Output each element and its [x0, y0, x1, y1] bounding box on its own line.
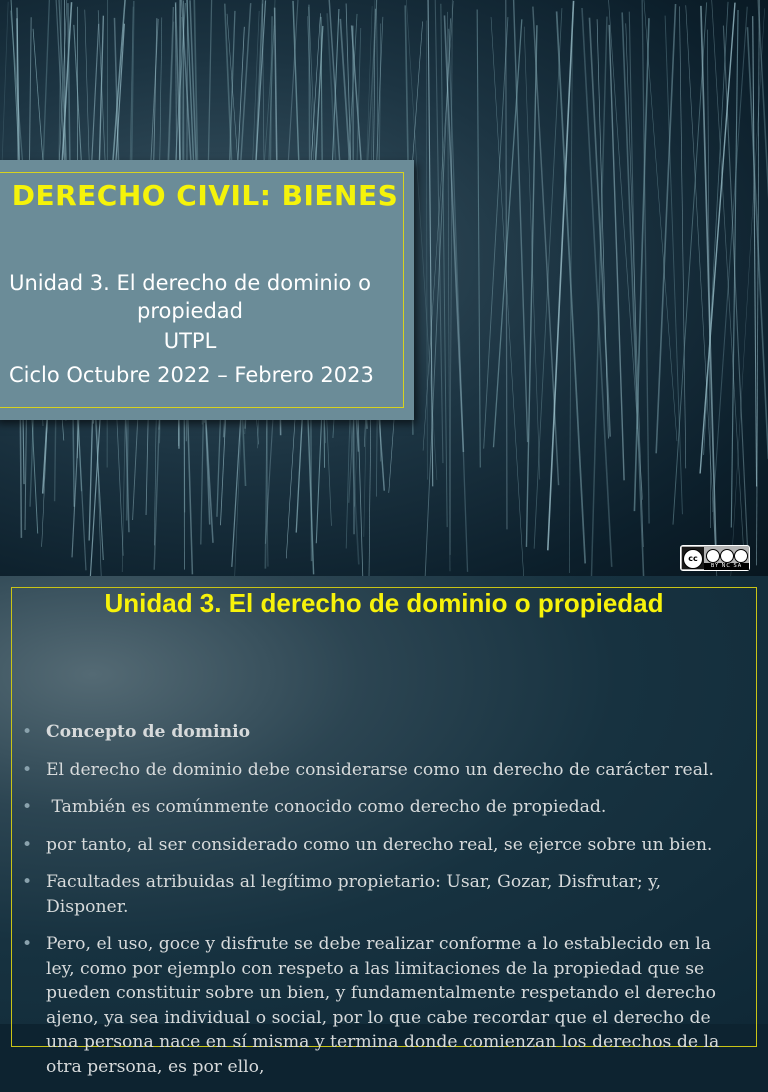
creative-commons-license-badge[interactable]: [680, 545, 750, 571]
bullet-item: [20, 795, 720, 820]
background-streak-line: [582, 8, 612, 567]
title-box: [0, 160, 414, 420]
bullet-dot-icon: •: [22, 758, 32, 783]
background-streak-line: [700, 3, 735, 474]
background-streak-line: [533, 7, 559, 486]
bullet-item: [20, 758, 720, 783]
background-streak-line: [506, 0, 507, 529]
background-streak-line: [426, 21, 427, 480]
background-streak-line: [589, 18, 610, 437]
bullet-item: [20, 720, 720, 745]
bullet-item: [20, 833, 720, 858]
background-streak-line: [423, 1, 453, 451]
background-streak-line: [444, 15, 463, 452]
by-icon: [706, 549, 720, 563]
institution-name: UTPL: [5, 327, 375, 355]
title-box-border: [0, 172, 404, 408]
background-streak-line: [757, 0, 760, 565]
background-streak-line: [441, 4, 447, 527]
content-slide: [0, 576, 768, 1024]
background-streak-line: [609, 25, 624, 480]
bullet-dot-icon: •: [22, 833, 32, 858]
bullet-dot-icon: •: [22, 870, 32, 895]
background-streak-line: [484, 17, 508, 449]
background-streak-line: [597, 19, 608, 438]
background-streak-line: [449, 29, 468, 572]
background-streak-line: [665, 16, 682, 515]
background-streak-line: [680, 6, 686, 468]
bullet-list: [20, 720, 720, 1092]
bullet-text: También es comúnmente conocido como derecho de propiedad.: [46, 797, 606, 817]
sa-icon: [734, 549, 748, 563]
bullet-text: El derecho de dominio debe considerarse como un derecho de carácter real.: [46, 760, 714, 780]
bullet-text: por tanto, al ser considerado como un derecho real, se ejerce sobre un bien.: [46, 835, 712, 855]
cc-icon: cc: [683, 549, 703, 569]
bullet-dot-icon: •: [22, 795, 32, 820]
bullet-dot-icon: •: [22, 720, 32, 745]
cc-icon-background: [682, 547, 704, 569]
background-streak-line: [428, 0, 433, 486]
presentation-subtitle: Unidad 3. El derecho de dominio o propiedad: [5, 269, 375, 325]
background-streak-line: [526, 25, 536, 547]
bullet-text: Pero, el uso, goce y disfrute se debe realizar conforme a lo establecido en la ley, como por ejemplo con respeto a las limitaciones de la propiedad que se pueden constituir sobre un bien, y fundamentalmente respetando el derecho ajeno, ya sea individual o social, por lo que cabe recordar que el derecho de una persona nace en sí misma y termina donde comienzan los derechos de la otra persona, es por ello,: [46, 934, 719, 1077]
bullet-dot-icon: •: [22, 932, 32, 957]
nc-icon: [720, 549, 734, 563]
bullet-text: Concepto de dominio: [46, 722, 250, 742]
content-slide-title: Unidad 3. El derecho de dominio o propiedad: [11, 588, 757, 618]
background-streak-line: [642, 0, 649, 524]
background-streak-line: [723, 26, 748, 558]
license-terms-strip: BY NC SA: [704, 563, 749, 570]
background-streak-line: [493, 19, 521, 447]
presentation-title: DERECHO CIVIL: BIENES: [5, 179, 405, 213]
bullet-text: Facultades atribuidas al legítimo propietario: Usar, Gozar, Disfrutar; y, Disponer.: [46, 872, 661, 917]
bullet-item: [20, 932, 720, 1079]
background-streak-line: [477, 10, 480, 468]
background-streak-line: [634, 18, 649, 511]
academic-cycle: Ciclo Octubre 2022 – Febrero 2023: [9, 361, 389, 389]
bullet-item: [20, 870, 720, 919]
background-streak-line: [753, 16, 757, 486]
